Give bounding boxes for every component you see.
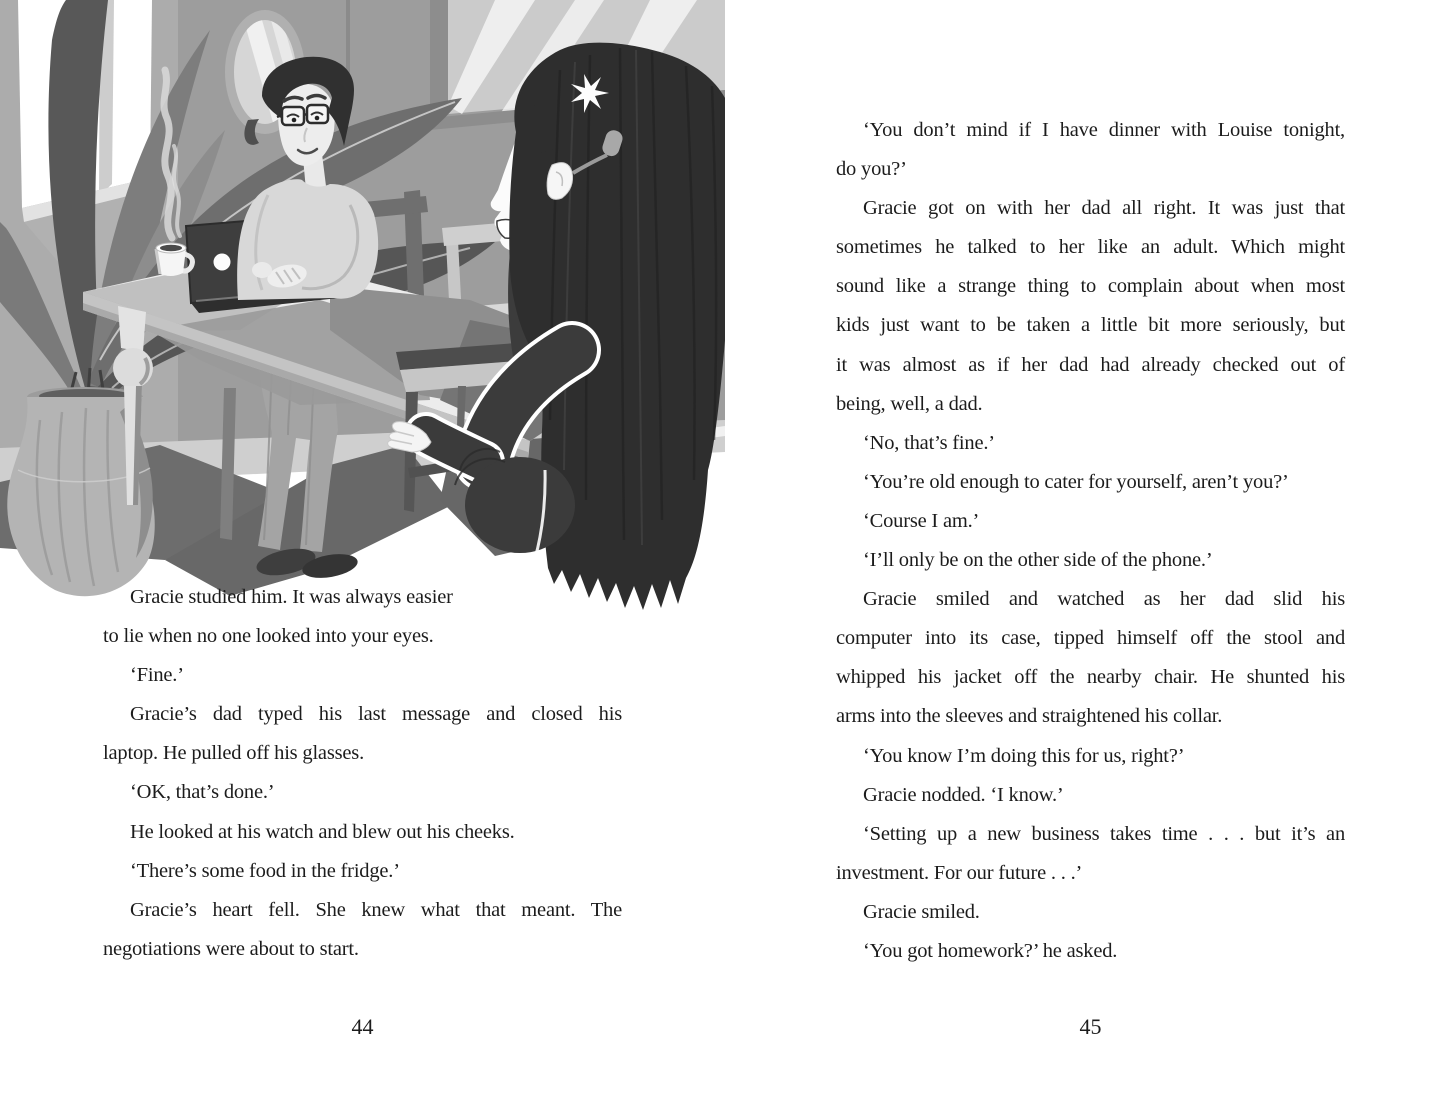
page-left-text [103,578,622,969]
text-line: sometimes he talked to her like an adult. Which might [836,236,1345,259]
text-line: ‘OK, that’s done.’ [130,781,275,804]
text-line: ‘Fine.’ [130,664,184,687]
text-line: being, well, a dad. [836,392,983,415]
text-line: laptop. He pulled off his glasses. [103,742,364,765]
text-line: investment. For our future . . .’ [836,861,1083,884]
text-line: it was almost as if her dad had already checked out of [836,353,1345,376]
text-line: ‘No, that’s fine.’ [863,431,995,454]
page-left-number: 44 [351,1014,374,1039]
text-line: ‘You know I’m doing this for us, right?’ [863,744,1185,767]
text-line: ‘I’ll only be on the other side of the phone.’ [863,549,1213,572]
page-right-number: 45 [1079,1014,1102,1039]
text-line: ‘Setting up a new business takes time . . . but it’s an [863,822,1345,845]
text-line: ‘You don’t mind if I have dinner with Louise tonight, [863,119,1345,141]
illustration-dad-at-laptop-girl-watching [0,0,725,620]
text-line: do you?’ [836,158,907,181]
text-line: ‘You’re old enough to cater for yourself, aren’t you?’ [863,470,1289,493]
text-line: sound like a strange thing to complain about when most [836,275,1345,298]
text-line: Gracie nodded. ‘I know.’ [863,783,1064,806]
text-line: ‘Course I am.’ [863,509,980,532]
text-line: ‘There’s some food in the fridge.’ [130,859,400,882]
text-line: whipped his jacket off the nearby chair. He shunted his [836,666,1345,689]
girl-forearm [426,434,483,462]
text-line: Gracie smiled. [863,900,980,923]
laptop-logo [214,254,231,271]
text-line: Gracie’s heart fell. She knew what that meant. The [130,898,622,921]
text-line: computer into its case, tipped himself off the stool and [836,627,1345,650]
text-line: to lie when no one looked into your eyes. [103,625,434,648]
text-line: negotiations were about to start. [103,937,359,960]
text-line: arms into the sleeves and straightened his collar. [836,705,1223,728]
text-line: He looked at his watch and blew out his cheeks. [130,820,515,843]
text-line: Gracie studied him. It was always easier [130,586,453,608]
text-line: Gracie got on with her dad all right. It was just that [863,197,1345,220]
page-right-text [836,111,1345,971]
text-line: kids just want to be taken a little bit more seriously, but [836,314,1345,337]
text-line: Gracie smiled and watched as her dad slid his [863,588,1345,611]
text-line: ‘You got homework?’ he asked. [863,939,1118,962]
wall-corner-line [346,0,350,78]
dad-hand [252,262,272,278]
text-line: Gracie’s dad typed his last message and closed his [130,703,622,726]
